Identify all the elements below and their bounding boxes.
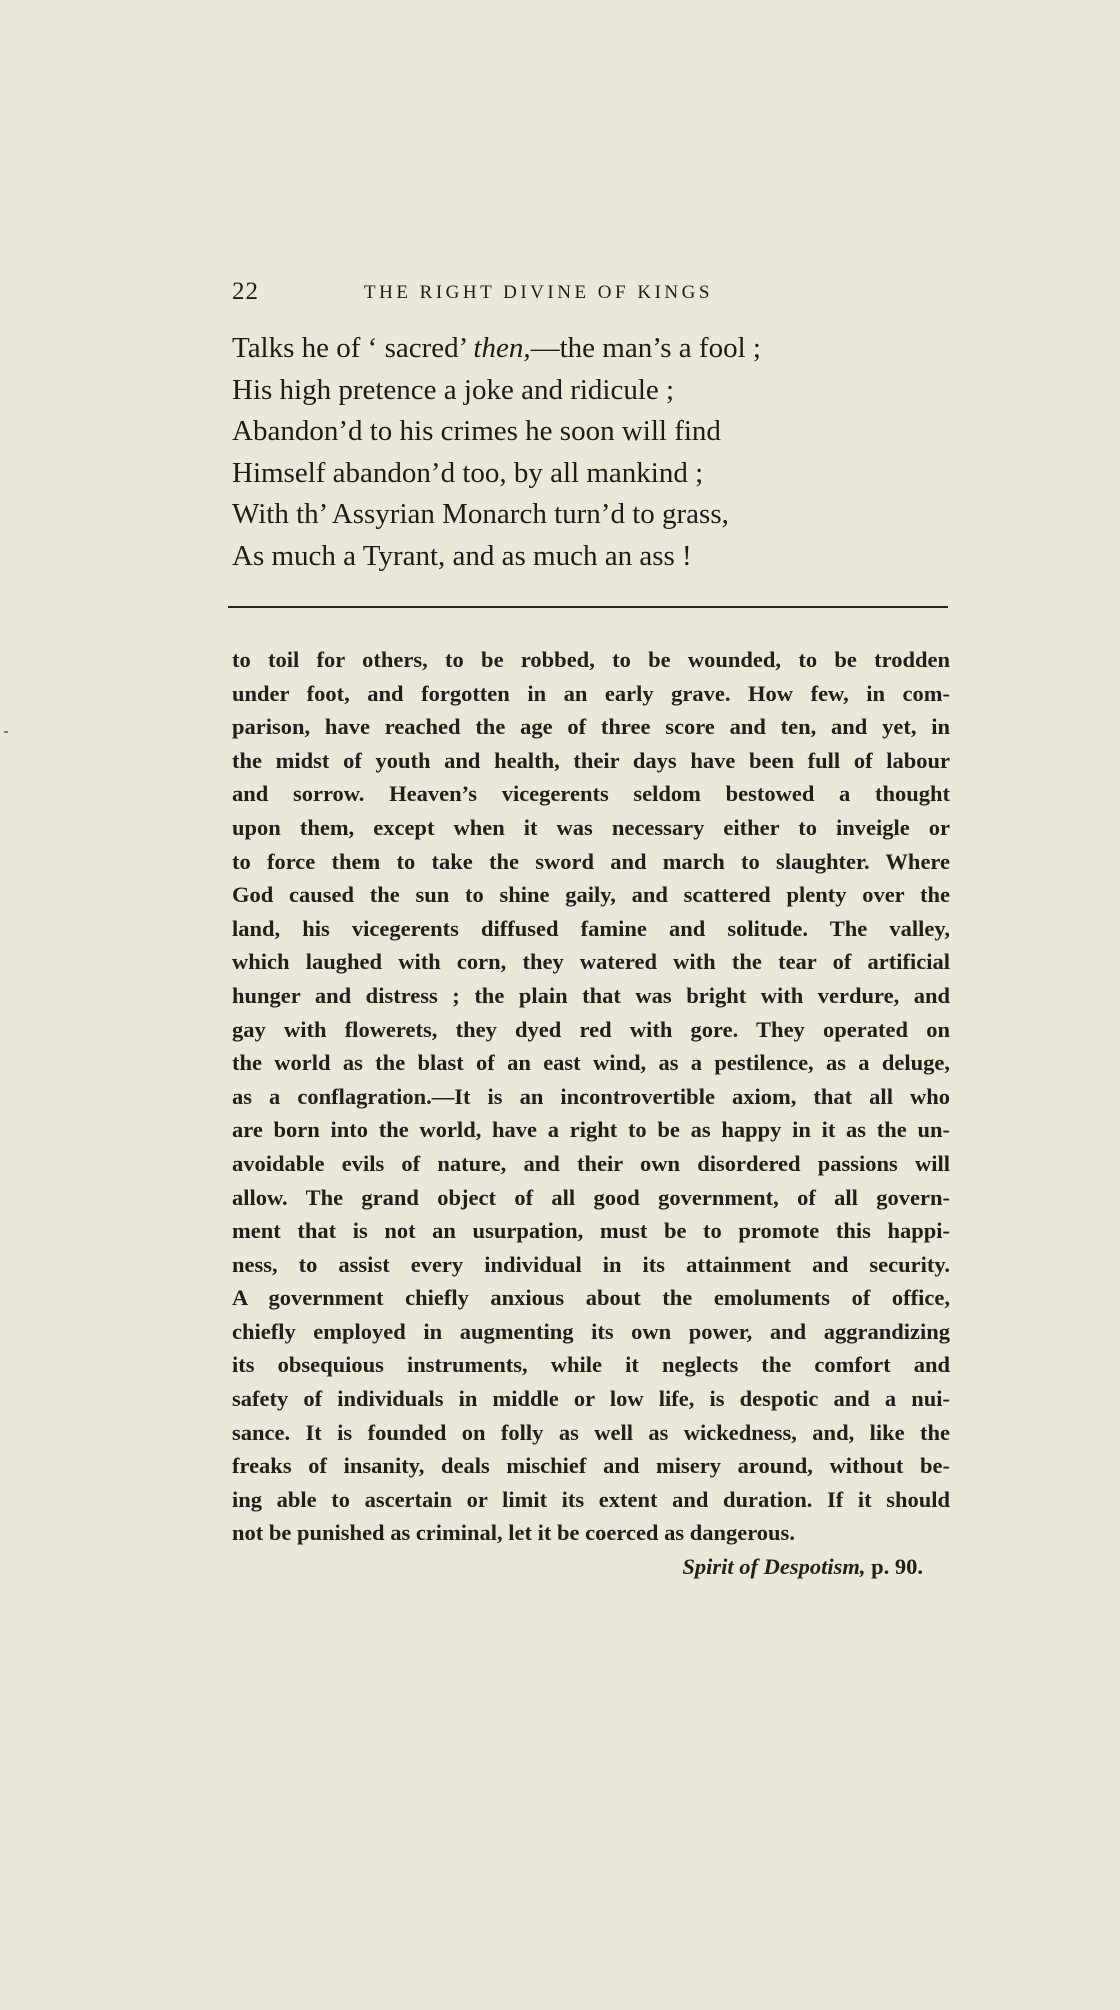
footnote-line: safety of individuals in middle or low life, is despotic and a nui- [232, 1386, 950, 1412]
running-head: THE RIGHT DIVINE OF KINGS [364, 282, 713, 303]
footnote-line: land, his vicegerents diffused famine and solitude. The valley, [232, 915, 950, 941]
footnote-line: are born into the world, have a right to be as happy in it as the un- [232, 1117, 950, 1143]
footnote-line: to force them to take the sword and march to slaughter. Where [232, 848, 950, 874]
footnote-line: upon them, except when it was necessary either to inveigle or [232, 814, 950, 840]
footnote-block [232, 643, 950, 1584]
source-citation [232, 1550, 950, 1584]
footnote-line: and sorrow. Heaven’s vicegerents seldom bestowed a thought [232, 781, 950, 807]
verse-line: Abandon’d to his crimes he soon will find [232, 415, 721, 447]
verse-line: His high pretence a joke and ridicule ; [232, 373, 675, 406]
verse-text: Talks he of ‘ sacred’ [232, 332, 474, 364]
footnote-line: chiefly employed in augmenting its own power, and aggrandizing [232, 1318, 950, 1344]
footnote-line: hunger and distress ; the plain that was bright with verdure, and [232, 982, 950, 1008]
verse-text: —the man’s a fool ; [530, 332, 761, 364]
footnote-line: ment that is not an usurpation, must be to promote this happi- [232, 1218, 950, 1244]
citation-title: Spirit of Despotism, [682, 1554, 866, 1580]
footnote-line: its obsequious instruments, while it neglects the comfort and [232, 1352, 950, 1378]
footnote-line: sance. It is founded on folly as well as wickedness, and, like the [232, 1419, 950, 1445]
footnote-line: not be punished as criminal, let it be coerced as dangerous. [232, 1520, 795, 1546]
page-header [232, 278, 812, 312]
footnote-line: as a conflagration.—It is an incontrovertible axiom, that all who [232, 1083, 950, 1109]
footnote-line: avoidable evils of nature, and their own disordered passions will [232, 1150, 950, 1176]
footnote-line: under foot, and forgotten in an early grave. How few, in com- [232, 680, 950, 706]
footnote-line: A government chiefly anxious about the emoluments of office, [232, 1285, 950, 1311]
footnote-line: parison, have reached the age of three score and ten, and yet, in [232, 714, 950, 740]
footnote-rule [228, 606, 948, 608]
footnote-line: allow. The grand object of all good government, of all govern- [232, 1184, 950, 1210]
footnote-line: the midst of youth and health, their days have been full of labour [232, 747, 950, 773]
footnote-line: the world as the blast of an east wind, as a pestilence, as a deluge, [232, 1050, 950, 1076]
margin-mark [4, 731, 8, 733]
citation-page: p. 90. [865, 1554, 923, 1580]
footnote-line: freaks of insanity, deals mischief and misery around, without be- [232, 1453, 950, 1479]
verse-emphasis: then, [473, 332, 531, 364]
footnote-line: ness, to assist every individual in its attainment and security. [232, 1251, 950, 1277]
footnote-line: ing able to ascertain or limit its extent and duration. If it should [232, 1486, 950, 1512]
verse-line: As much a Tyrant, and as much an ass ! [232, 539, 692, 572]
page-number: 22 [232, 278, 259, 305]
verse-line: Himself abandon’d too, by all mankind ; [232, 456, 704, 489]
footnote-line: gay with flowerets, they dyed red with gore. They operated on [232, 1016, 950, 1042]
footnote-line: to toil for others, to be robbed, to be wounded, to be trodden [232, 647, 950, 672]
verse-line [232, 328, 872, 370]
footnote-line: God caused the sun to shine gaily, and scattered plenty over the [232, 882, 950, 908]
verse-stanza [232, 328, 872, 577]
footnote-line: which laughed with corn, they watered with the tear of artificial [232, 949, 950, 975]
verse-line: With th’ Assyrian Monarch turn’d to grass, [232, 498, 729, 530]
